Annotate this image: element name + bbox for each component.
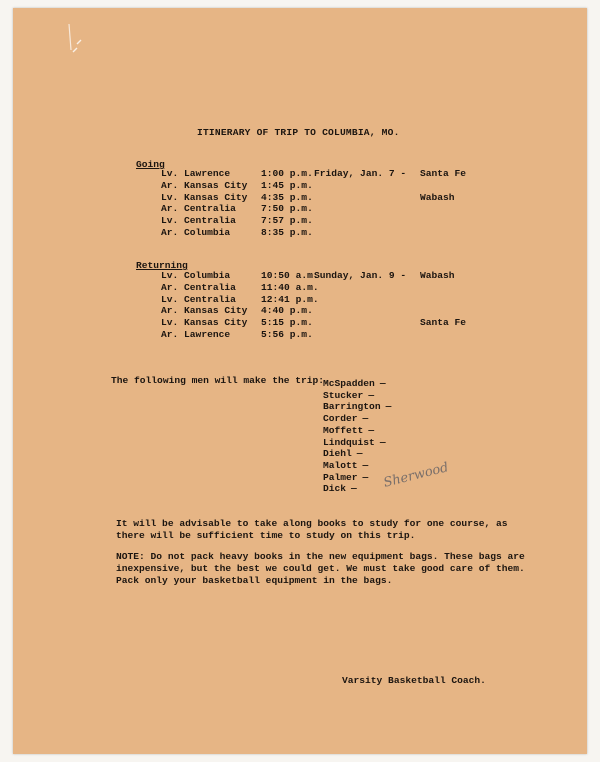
row-place: Centralia [184,293,236,305]
row-place: Kansas City [184,305,248,317]
roster-dash: — [351,483,357,495]
advice-paragraph: It will be advisable to take along books to study for one course, as there will be sufficient time to study on this trip. [116,518,508,541]
row-railroad: Wabash [420,270,455,281]
row-place: Centralia [184,203,236,215]
row-ampm: p.m. [289,215,313,227]
roster-dash: — [368,424,375,436]
row-time-value: 8:35 [261,227,285,238]
row-time [261,203,313,215]
row-station [161,329,230,341]
row-station [161,168,230,180]
row-time [261,168,313,180]
row-action: Ar. [161,179,179,191]
roster-intro: The following men will make the trip: [111,375,325,386]
roster-item [323,425,374,437]
row-time-value: 4:40 [261,305,285,317]
row-action: Ar. [161,203,179,215]
roster-dash: — [362,471,369,483]
row-place: Columbia [184,227,231,238]
row-place: Kansas City [184,179,248,191]
roster-item [323,460,368,472]
row-time-value: 11:40 [261,281,290,293]
row-station [161,294,236,306]
going-heading: Going [136,159,165,170]
row-station [161,227,230,239]
row-place: Lawrence [184,168,231,179]
row-ampm: p.m. [289,227,313,238]
roster-dash: — [368,389,375,401]
row-station [161,282,236,294]
roster-item [323,378,386,390]
handwritten-name: Sherwood [382,460,451,491]
row-station [161,203,236,215]
roster-dash: — [379,378,386,389]
row-station [161,305,247,317]
note-paragraph: NOTE: Do not pack heavy books in the new equipment bags. These bags are inexpensive, but the best we could get. We must take good care of them. Pack only your basketball equipment in the bags. [116,551,525,586]
row-action: Lv. [161,191,179,203]
roster-name: Lindquist [323,436,375,448]
row-place: Centralia [184,281,236,293]
row-station [161,270,230,282]
row-place: Lawrence [184,329,231,340]
document [13,8,587,754]
row-ampm: p.m. [289,168,313,179]
row-time-value: 5:56 [261,329,285,340]
roster-name: Malott [323,459,358,471]
roster-dash: — [362,413,369,425]
row-time-value: 12:41 [261,293,290,305]
row-ampm: p.m. [289,317,313,329]
paper-sheet [13,8,587,754]
row-ampm: p.m. [289,329,313,340]
row-time [261,329,313,341]
row-station [161,192,247,204]
row-ampm: a.m. [295,270,319,281]
row-action: Lv. [161,270,179,281]
row-time [261,180,313,192]
row-time [261,305,313,317]
row-action: Lv. [161,215,179,227]
row-time [261,294,319,306]
row-action: Ar. [161,227,179,238]
signature: Varsity Basketball Coach. [342,675,486,686]
row-action: Ar. [161,281,179,293]
row-time [261,215,313,227]
roster-name: Moffett [323,424,364,436]
row-ampm: p.m. [289,305,313,317]
row-action: Ar. [161,305,179,317]
row-action: Lv. [161,317,179,329]
row-station [161,317,247,329]
row-station [161,180,247,192]
roster-name: Corder [323,413,358,425]
row-time-value: 5:15 [261,317,285,329]
roster-name: Palmer [323,471,358,483]
row-place: Centralia [184,215,236,227]
row-time-value: 1:00 [261,168,285,179]
roster-dash: — [379,436,386,448]
roster-name: Diehl [323,448,352,460]
row-ampm: p.m. [289,179,313,191]
roster-item [323,413,368,425]
roster-item [323,483,357,495]
row-railroad: Santa Fe [420,168,467,179]
roster-dash: — [385,401,392,413]
row-day: Friday, Jan. 7 - [314,168,407,179]
row-action: Lv. [161,293,179,305]
roster-item [323,472,368,484]
returning-heading: Returning [136,260,188,271]
row-station [161,215,236,227]
row-ampm: p.m. [295,293,319,305]
row-time-value: 1:45 [261,179,285,191]
row-time [261,317,313,329]
row-time [261,192,313,204]
row-railroad: Santa Fe [420,317,467,329]
roster-name: McSpadden [323,378,375,389]
row-action: Ar. [161,329,179,340]
roster-dash: — [362,459,369,471]
row-time [261,270,319,282]
row-ampm: p.m. [289,203,313,215]
page-title: ITINERARY OF TRIP TO COLUMBIA, MO. [197,127,400,138]
roster-item [323,437,386,449]
row-time-value: 7:57 [261,215,285,227]
row-time-value: 7:50 [261,203,285,215]
roster-name: Dick [323,483,347,495]
row-ampm: a.m. [295,281,319,293]
row-ampm: p.m. [289,191,313,203]
roster-dash: — [356,448,363,460]
roster-name: Barrington [323,401,381,413]
row-day: Sunday, Jan. 9 - [314,270,407,281]
roster-item [323,448,363,460]
row-time [261,282,319,294]
roster-item [323,401,391,413]
row-time [261,227,313,239]
row-time-value: 4:35 [261,191,285,203]
row-place: Kansas City [184,317,248,329]
row-time-value: 10:50 [261,270,290,281]
row-action: Lv. [161,168,179,179]
row-place: Kansas City [184,191,248,203]
roster-name: Stucker [323,389,364,401]
roster-item [323,390,374,402]
row-place: Columbia [184,270,231,281]
row-railroad: Wabash [420,191,455,203]
